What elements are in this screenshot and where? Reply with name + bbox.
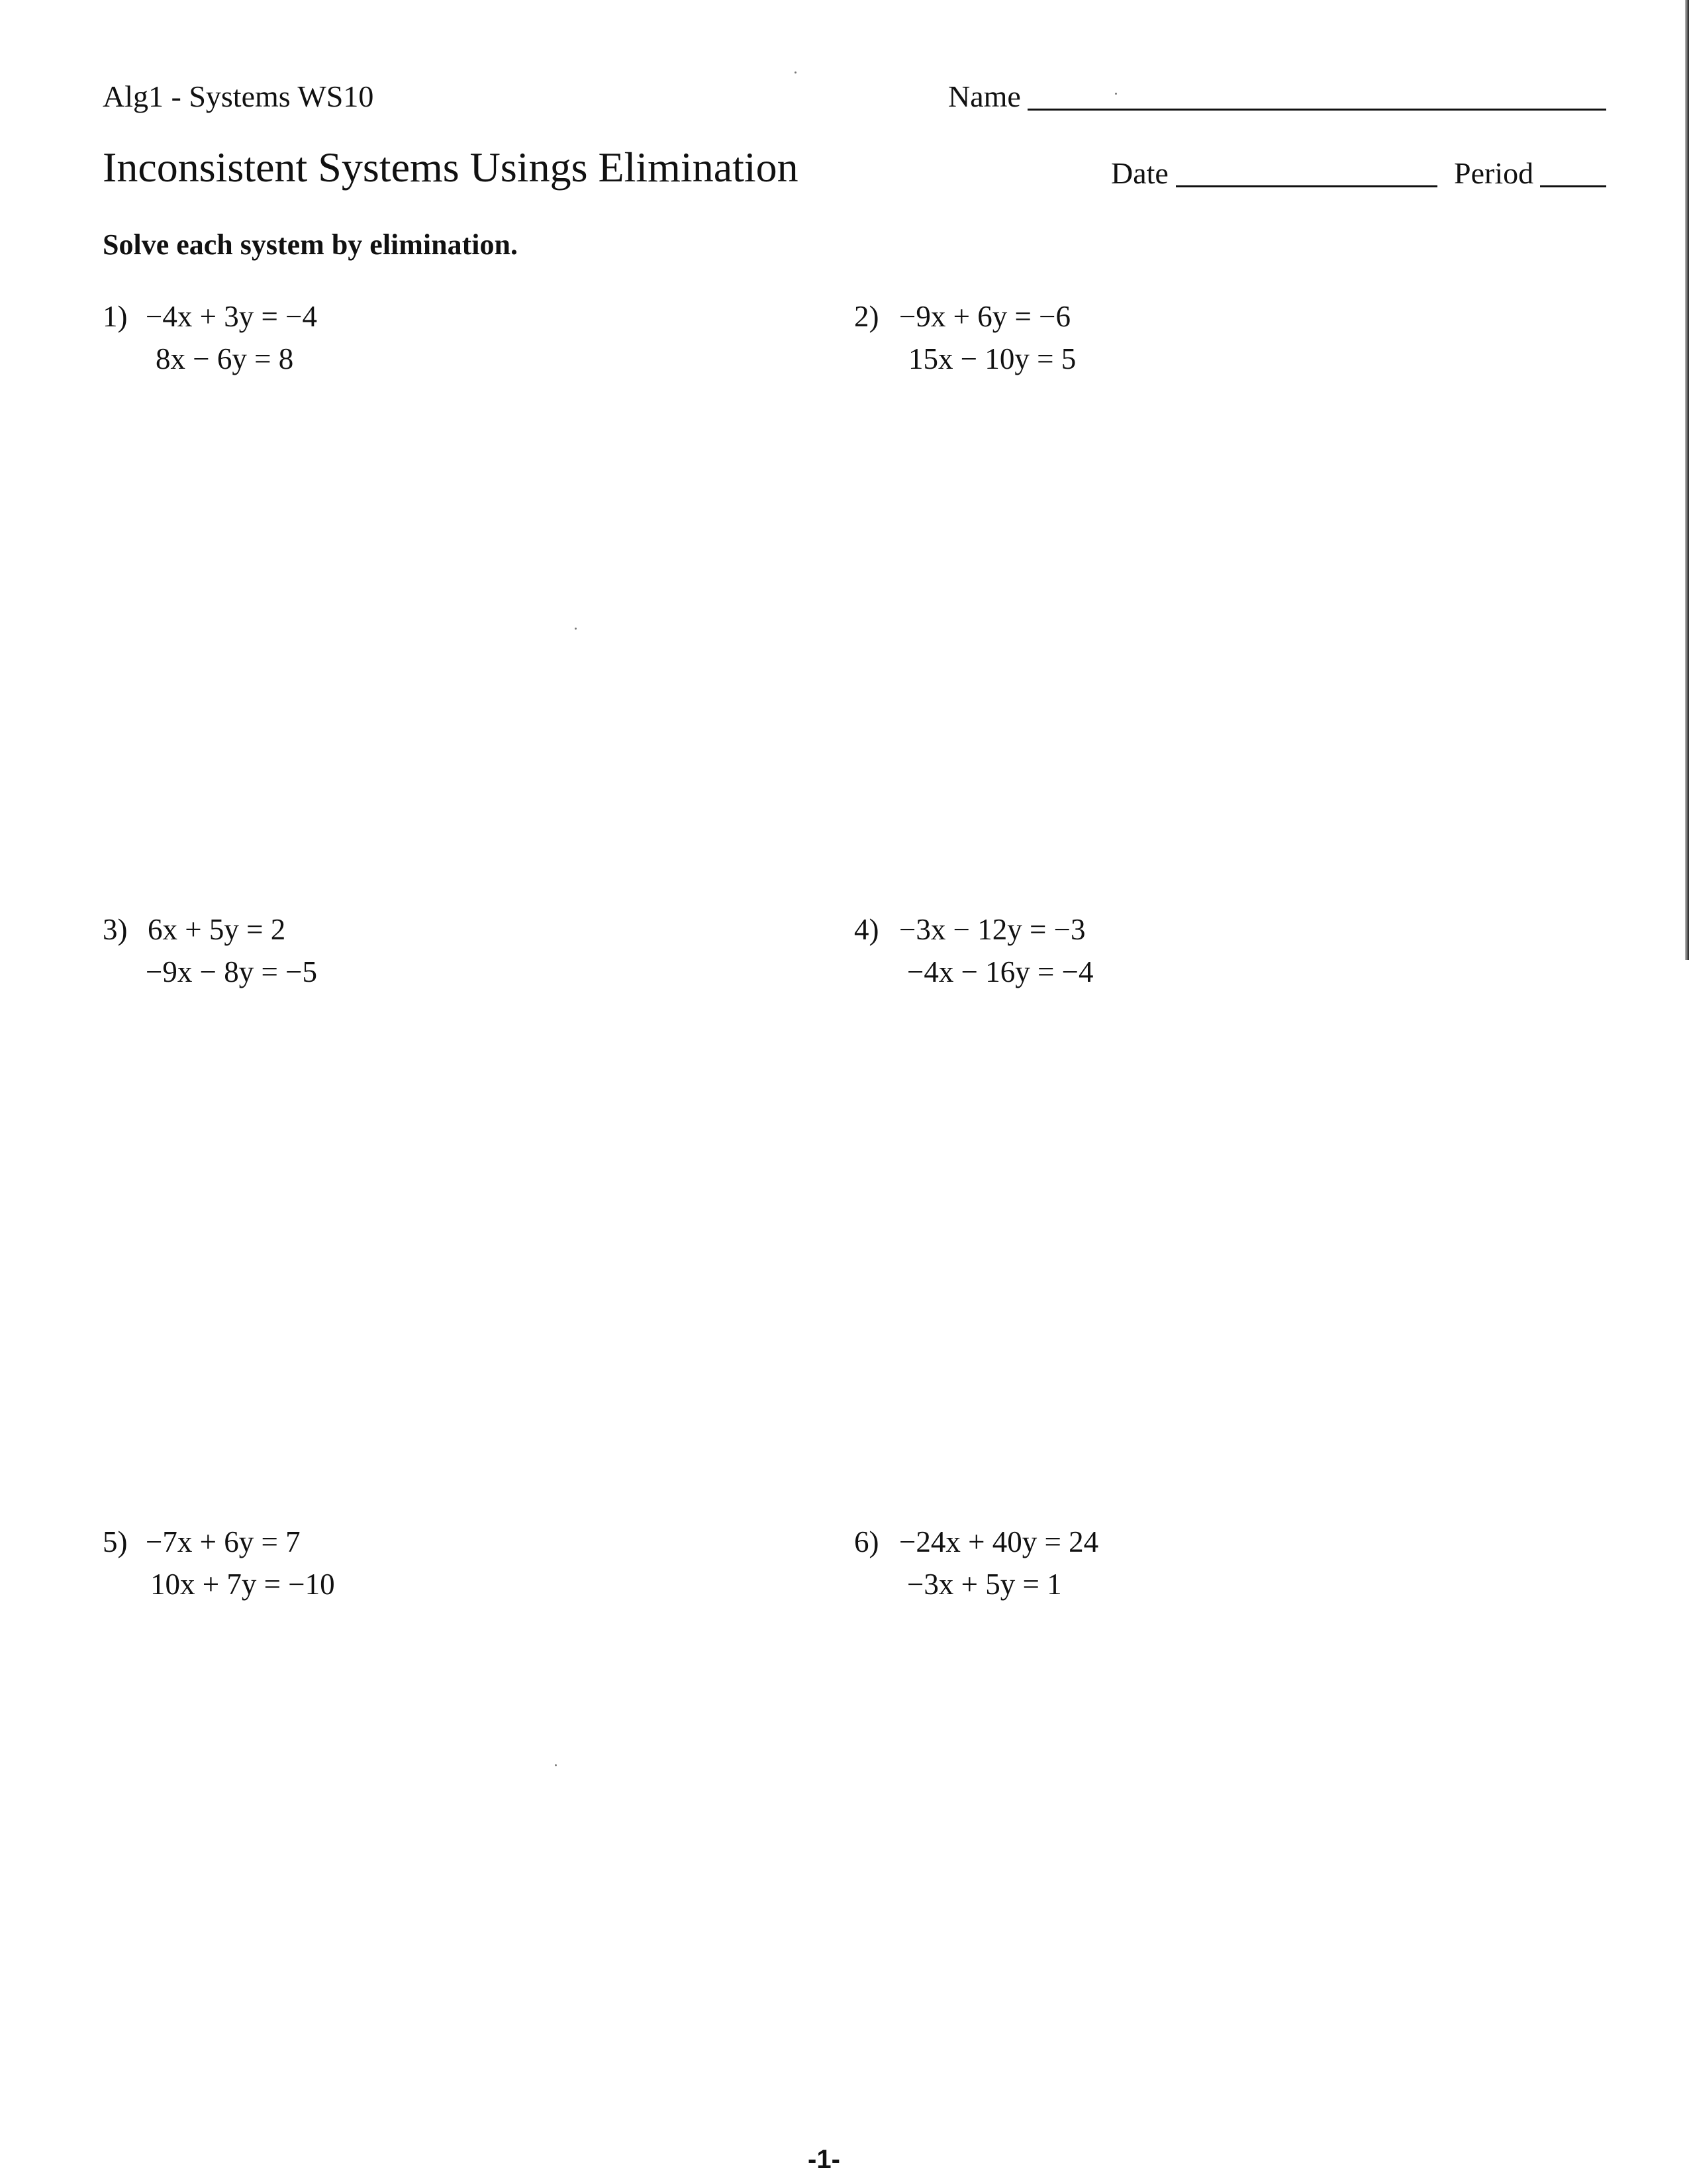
page-number: -1- <box>808 2145 840 2174</box>
problem-number: 6) <box>854 1525 879 1558</box>
name-label: Name <box>948 79 1021 113</box>
problem-number: 4) <box>854 913 879 946</box>
problem-1 <box>103 295 566 381</box>
problem-6 <box>854 1521 1318 1607</box>
course-label: Alg1 - Systems WS10 <box>103 79 374 113</box>
scan-speck <box>555 1764 557 1766</box>
date-label: Date <box>1111 156 1169 190</box>
name-line[interactable] <box>1028 109 1606 111</box>
equation-1: −3x − 12y = −3 <box>899 913 1086 946</box>
date-line[interactable] <box>1176 185 1437 187</box>
scan-speck <box>575 628 577 630</box>
equation-1: 6x + 5y = 2 <box>148 913 286 946</box>
problem-number: 5) <box>103 1525 128 1558</box>
problem-5 <box>103 1521 566 1607</box>
equation-2: 8x − 6y = 8 <box>156 342 294 375</box>
equation-1: −4x + 3y = −4 <box>146 300 318 333</box>
equation-2: 15x − 10y = 5 <box>908 342 1077 375</box>
scan-edge-shadow <box>1685 0 1689 960</box>
period-line[interactable] <box>1540 185 1606 187</box>
equation-2: −4x − 16y = −4 <box>907 955 1094 988</box>
equation-2: −3x + 5y = 1 <box>907 1568 1062 1601</box>
equation-1: −24x + 40y = 24 <box>899 1525 1099 1558</box>
worksheet-title: Inconsistent Systems Usings Elimination <box>103 144 798 191</box>
problem-3 <box>103 908 566 994</box>
instructions: Solve each system by elimination. <box>103 228 518 261</box>
problem-2 <box>854 295 1318 381</box>
scan-speck <box>1115 93 1117 95</box>
problem-number: 1) <box>103 300 128 333</box>
problem-number: 3) <box>103 913 128 946</box>
period-label: Period <box>1454 156 1534 190</box>
problem-4 <box>854 908 1318 994</box>
equation-2: 10x + 7y = −10 <box>150 1568 335 1601</box>
equation-1: −7x + 6y = 7 <box>146 1525 301 1558</box>
equation-1: −9x + 6y = −6 <box>899 300 1071 333</box>
scan-speck <box>795 71 796 73</box>
problem-number: 2) <box>854 300 879 333</box>
equation-2: −9x − 8y = −5 <box>146 955 318 988</box>
